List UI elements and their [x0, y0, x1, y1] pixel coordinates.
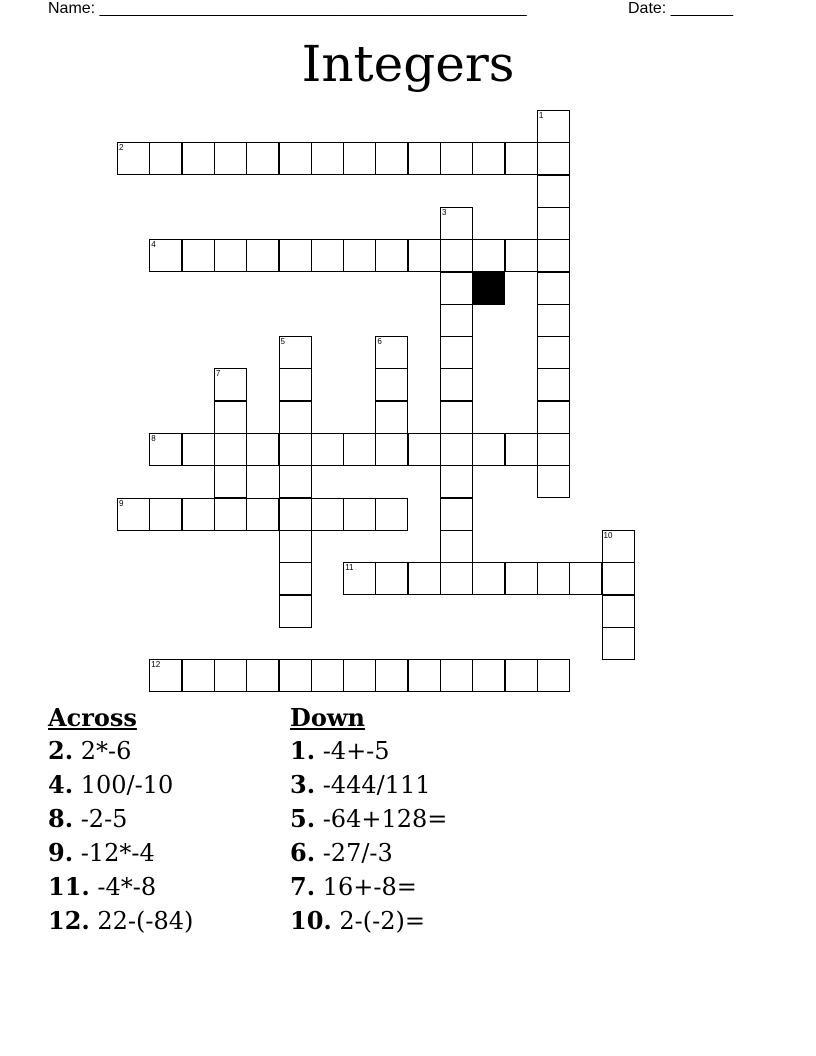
grid-cell[interactable]	[537, 465, 570, 498]
grid-cell[interactable]	[537, 659, 570, 692]
clue-item	[48, 870, 193, 904]
black-square	[472, 272, 505, 305]
grid-cell[interactable]	[375, 498, 408, 531]
grid-cell[interactable]	[569, 562, 602, 595]
grid-cell[interactable]	[246, 498, 279, 531]
grid-cell[interactable]	[343, 142, 376, 175]
grid-cell[interactable]	[472, 659, 505, 692]
clue-item-number: 9.	[48, 838, 74, 867]
grid-cell[interactable]	[537, 336, 570, 369]
clue-number: 10	[603, 530, 613, 540]
grid-cell[interactable]	[440, 433, 473, 466]
grid-cell[interactable]	[440, 272, 473, 305]
clue-item-text: -4+-5	[315, 737, 390, 765]
clue-number: 6	[377, 337, 382, 347]
clue-number: 12	[151, 660, 161, 670]
grid-cell[interactable]	[311, 142, 344, 175]
grid-cell[interactable]	[279, 498, 312, 531]
clue-item	[290, 870, 447, 904]
grid-cell[interactable]	[279, 368, 312, 401]
grid-cell[interactable]	[537, 272, 570, 305]
clue-item-text: 16+-8=	[315, 873, 417, 901]
grid-cell[interactable]	[537, 207, 570, 240]
grid-cell[interactable]	[182, 498, 215, 531]
grid-cell[interactable]	[505, 239, 538, 272]
down-clues	[290, 702, 447, 938]
grid-cell[interactable]	[279, 530, 312, 563]
grid-cell[interactable]	[214, 659, 247, 692]
clue-item-number: 7.	[290, 872, 316, 901]
grid-cell[interactable]	[537, 239, 570, 272]
clue-item	[290, 734, 447, 768]
grid-cell[interactable]	[440, 401, 473, 434]
grid-cell[interactable]	[214, 368, 247, 401]
grid-cell[interactable]	[182, 659, 215, 692]
clue-item-number: 10.	[290, 906, 332, 935]
grid-cell[interactable]	[408, 562, 441, 595]
grid-cell[interactable]	[149, 142, 182, 175]
clue-number: 4	[151, 240, 156, 250]
clue-item-number: 12.	[48, 906, 90, 935]
clue-item-text: 2*-6	[73, 737, 132, 765]
grid-cell[interactable]	[440, 562, 473, 595]
grid-cell[interactable]	[505, 659, 538, 692]
grid-cell[interactable]	[472, 433, 505, 466]
grid-cell[interactable]	[311, 433, 344, 466]
clue-item-number: 3.	[290, 770, 316, 799]
clue-number: 9	[119, 498, 124, 508]
grid-cell[interactable]	[279, 659, 312, 692]
grid-cell[interactable]	[343, 239, 376, 272]
grid-cell[interactable]	[375, 659, 408, 692]
grid-cell[interactable]	[602, 627, 635, 660]
grid-cell[interactable]	[537, 110, 570, 143]
clue-item-number: 8.	[48, 804, 74, 833]
grid-cell[interactable]	[311, 239, 344, 272]
clue-number: 5	[280, 337, 285, 347]
grid-cell[interactable]	[279, 562, 312, 595]
clue-item	[290, 904, 447, 938]
page-title: Integers	[301, 35, 515, 93]
grid-cell[interactable]	[408, 239, 441, 272]
date-field[interactable]: Date: _______	[628, 0, 733, 17]
grid-cell[interactable]	[279, 465, 312, 498]
grid-cell[interactable]	[214, 239, 247, 272]
grid-cell[interactable]	[537, 401, 570, 434]
grid-cell[interactable]	[343, 433, 376, 466]
clue-item-number: 2.	[48, 736, 74, 765]
grid-cell[interactable]	[505, 562, 538, 595]
grid-cell[interactable]	[279, 433, 312, 466]
grid-cell[interactable]	[505, 142, 538, 175]
grid-cell[interactable]	[214, 142, 247, 175]
clue-item-text: -27/-3	[315, 839, 393, 867]
grid-cell[interactable]	[279, 239, 312, 272]
grid-cell[interactable]	[279, 142, 312, 175]
grid-cell[interactable]	[505, 433, 538, 466]
clue-item	[48, 802, 193, 836]
grid-cell[interactable]	[375, 562, 408, 595]
grid-cell[interactable]	[602, 595, 635, 628]
clue-item	[290, 836, 447, 870]
grid-cell[interactable]	[246, 433, 279, 466]
grid-cell[interactable]	[375, 239, 408, 272]
grid-cell[interactable]	[537, 368, 570, 401]
grid-cell[interactable]	[149, 659, 182, 692]
grid-cell[interactable]	[440, 336, 473, 369]
clue-item	[290, 768, 447, 802]
grid-cell[interactable]	[537, 433, 570, 466]
clue-number: 7	[215, 369, 221, 379]
grid-cell[interactable]	[279, 595, 312, 628]
clue-number: 3	[442, 207, 447, 217]
grid-cell[interactable]	[602, 562, 635, 595]
down-clue-list	[290, 734, 447, 938]
clue-item	[48, 836, 193, 870]
grid-cell[interactable]	[182, 239, 215, 272]
grid-cell[interactable]	[246, 142, 279, 175]
clue-number: 1	[538, 111, 544, 120]
grid-cell[interactable]	[440, 207, 473, 240]
grid-cell[interactable]	[149, 239, 182, 272]
clue-number: 11	[345, 563, 354, 573]
grid-cell[interactable]	[408, 433, 441, 466]
grid-cell[interactable]	[440, 465, 473, 498]
grid-cell[interactable]	[117, 498, 150, 531]
clue-item-text: -444/111	[315, 771, 431, 799]
grid-cell[interactable]	[311, 659, 344, 692]
clue-item-number: 5.	[290, 804, 316, 833]
grid-cell[interactable]	[472, 239, 505, 272]
grid-cell[interactable]	[214, 433, 247, 466]
across-heading: Across	[48, 703, 137, 732]
down-heading: Down	[290, 703, 365, 732]
clue-item-text: 22-(-84)	[89, 907, 194, 935]
grid-cell[interactable]	[440, 142, 473, 175]
grid-cell[interactable]	[279, 336, 312, 369]
grid-cell[interactable]	[408, 659, 441, 692]
clue-item-text: 2-(-2)=	[331, 907, 425, 935]
clue-number: 2	[119, 143, 124, 153]
clue-item	[48, 768, 193, 802]
clue-item-text: -12*-4	[73, 839, 155, 867]
clue-item-text: -64+128=	[315, 805, 448, 833]
clue-item-number: 1.	[290, 736, 316, 765]
clue-item-number: 11.	[48, 872, 90, 901]
grid-cell[interactable]	[440, 498, 473, 531]
grid-cell[interactable]	[343, 562, 376, 595]
grid-cell[interactable]	[246, 659, 279, 692]
grid-cell[interactable]	[279, 401, 312, 434]
clue-item-number: 6.	[290, 838, 316, 867]
name-field[interactable]: Name: ________________________________________________	[48, 0, 527, 17]
grid-cell[interactable]	[343, 498, 376, 531]
grid-cell[interactable]	[408, 142, 441, 175]
grid-cell[interactable]	[537, 142, 570, 175]
clue-item-text: -4*-8	[89, 873, 157, 901]
grid-cell[interactable]	[375, 401, 408, 434]
grid-cell[interactable]	[472, 142, 505, 175]
clue-item-text: -2-5	[73, 805, 128, 833]
grid-cell[interactable]	[246, 239, 279, 272]
grid-cell[interactable]	[375, 368, 408, 401]
grid-cell[interactable]	[537, 304, 570, 337]
grid-cell[interactable]	[537, 175, 570, 208]
grid-cell[interactable]	[311, 498, 344, 531]
clue-item	[290, 802, 447, 836]
grid-cell[interactable]	[472, 562, 505, 595]
grid-cell[interactable]	[537, 562, 570, 595]
across-clues	[48, 702, 193, 938]
clue-item	[48, 734, 193, 768]
grid-cell[interactable]	[440, 659, 473, 692]
grid-cell[interactable]	[214, 401, 247, 434]
grid-cell[interactable]	[214, 465, 247, 498]
grid-cell[interactable]	[149, 433, 182, 466]
clue-item	[48, 904, 193, 938]
grid-cell[interactable]	[343, 659, 376, 692]
grid-cell[interactable]	[182, 433, 215, 466]
grid-cell[interactable]	[214, 498, 247, 531]
grid-cell[interactable]	[375, 142, 408, 175]
grid-cell[interactable]	[440, 530, 473, 563]
grid-cell[interactable]	[149, 498, 182, 531]
grid-cell[interactable]	[440, 239, 473, 272]
clue-item-number: 4.	[48, 770, 74, 799]
grid-cell[interactable]	[602, 530, 635, 563]
grid-cell[interactable]	[440, 304, 473, 337]
across-clue-list	[48, 734, 193, 938]
grid-cell[interactable]	[375, 336, 408, 369]
grid-cell[interactable]	[375, 433, 408, 466]
clue-number: 8	[151, 434, 156, 443]
grid-cell[interactable]	[440, 368, 473, 401]
grid-cell[interactable]	[182, 142, 215, 175]
grid-cell[interactable]	[117, 142, 150, 175]
clue-item-text: 100/-10	[73, 771, 174, 799]
